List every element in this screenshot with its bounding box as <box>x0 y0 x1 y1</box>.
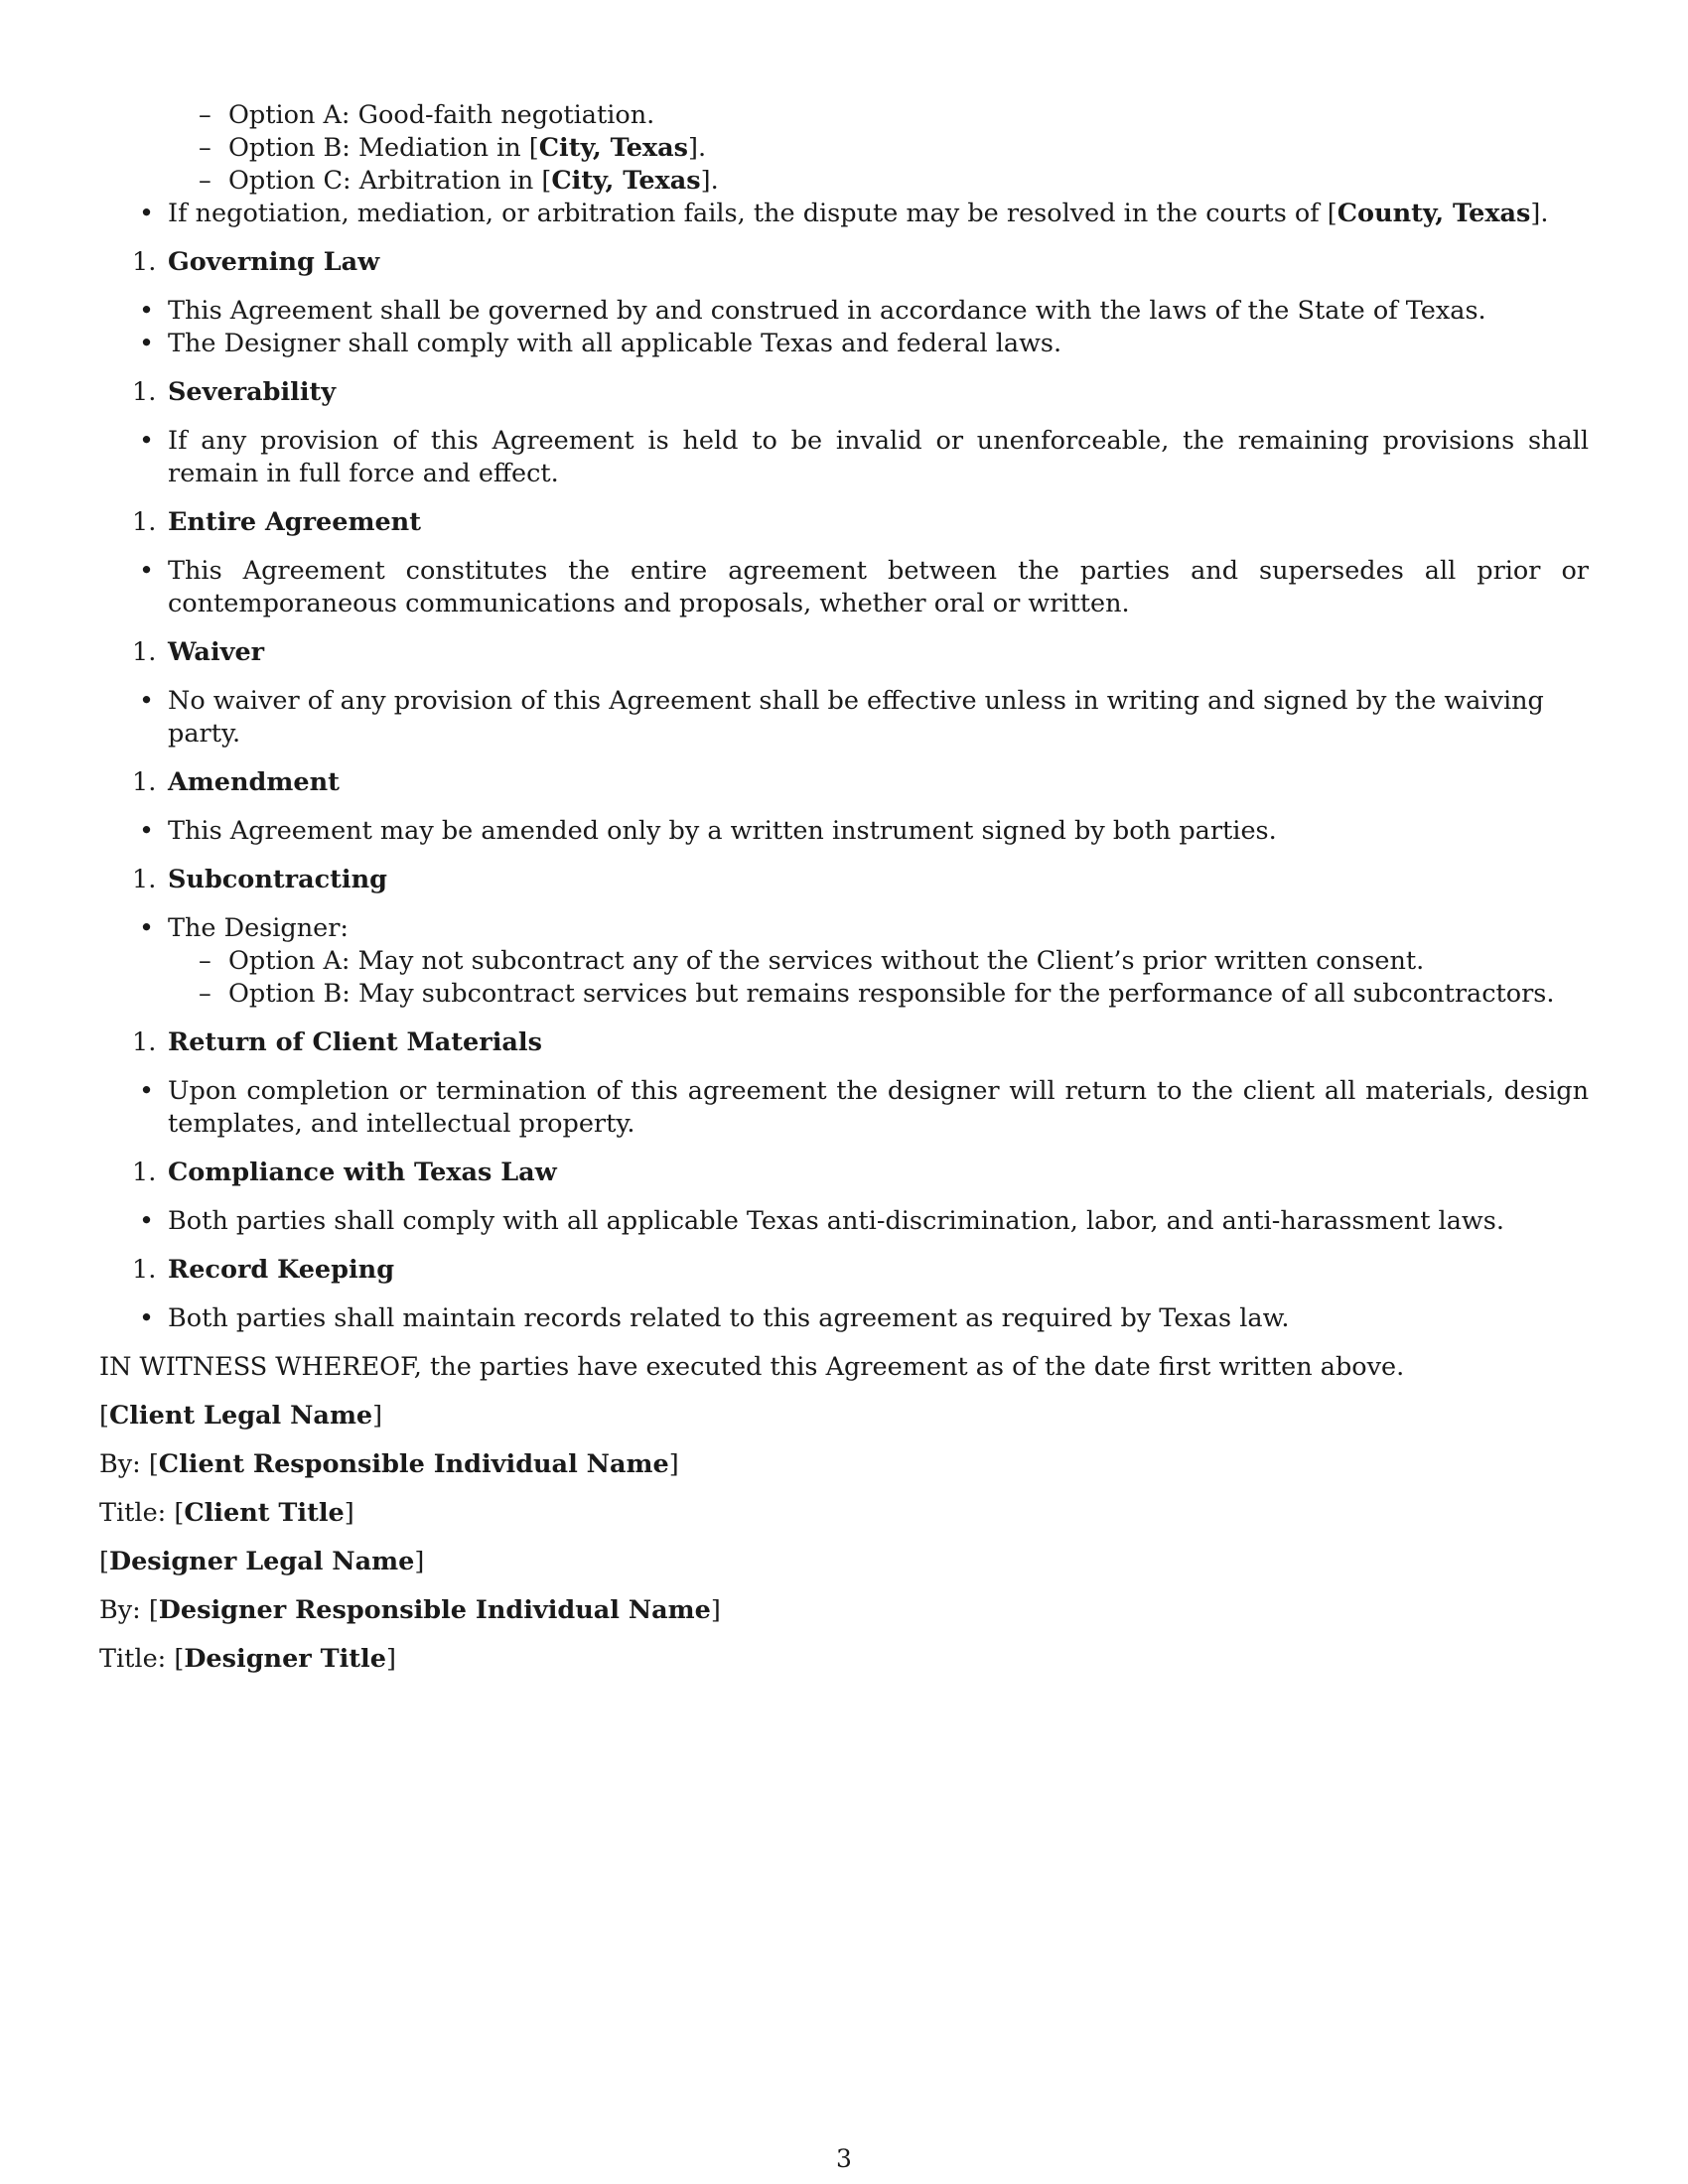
subcontracting-option-b: – Option B: May subcontract services but remains responsible for the performance of all subcontractors. <box>199 979 1555 1009</box>
return-materials-bullet: • Upon completion or termination of this agreement the designer will return to the client all materials, design templates, and intellectual property. <box>139 1076 1589 1139</box>
dash-marker: – <box>199 100 211 130</box>
dispute-option-c: – Option C: Arbitration in [City, Texas]. <box>199 166 719 196</box>
section-heading-waiver: 1. Waiver <box>132 637 265 667</box>
designer-by-line: By: [Designer Responsible Individual Name] <box>99 1595 721 1625</box>
bullet-marker: • <box>139 329 155 358</box>
client-by-line: By: [Client Responsible Individual Name] <box>99 1449 679 1479</box>
compliance-bullet: • Both parties shall comply with all applicable Texas anti-discrimination, labor, and anti-harassment laws. <box>139 1206 1504 1236</box>
designer-title-line: Title: [Designer Title] <box>99 1644 396 1674</box>
severability-bullet: • If any provision of this Agreement is held to be invalid or unenforceable, the remaining provisions shall remain in full force and effect. <box>139 426 1589 488</box>
section-heading-amendment: 1. Amendment <box>132 767 340 797</box>
dash-marker: – <box>199 133 211 163</box>
section-heading-compliance: 1. Compliance with Texas Law <box>132 1158 557 1187</box>
witness-clause: IN WITNESS WHEREOF, the parties have executed this Agreement as of the date first written above. <box>99 1352 1405 1382</box>
dispute-option-a: – Option A: Good-faith negotiation. <box>199 100 655 130</box>
subcontracting-option-a: – Option A: May not subcontract any of the services without the Client’s prior written consent. <box>199 946 1425 976</box>
section-heading-return-materials: 1. Return of Client Materials <box>132 1027 542 1057</box>
client-title-line: Title: [Client Title] <box>99 1498 354 1528</box>
entire-agreement-bullet: • This Agreement constitutes the entire agreement between the parties and supersedes all prior or contemporaneous communications and proposals, whether oral or written. <box>139 556 1589 618</box>
dash-marker: – <box>199 946 211 976</box>
bullet-marker: • <box>139 1303 155 1333</box>
bullet-marker: • <box>139 1076 155 1106</box>
amendment-bullet: • This Agreement may be amended only by a written instrument signed by both parties. <box>139 816 1277 846</box>
bullet-marker: • <box>139 816 155 846</box>
governing-law-bullet-2: • The Designer shall comply with all applicable Texas and federal laws. <box>139 329 1062 358</box>
section-heading-subcontracting: 1. Subcontracting <box>132 865 387 894</box>
bullet-marker: • <box>139 199 155 228</box>
section-heading-severability: 1. Severability <box>132 377 337 407</box>
client-legal-name: [Client Legal Name] <box>99 1401 383 1431</box>
governing-law-bullet-1: • This Agreement shall be governed by and construed in accordance with the laws of the State of Texas. <box>139 296 1486 326</box>
record-keeping-bullet: • Both parties shall maintain records related to this agreement as required by Texas law. <box>139 1303 1290 1333</box>
section-heading-record-keeping: 1. Record Keeping <box>132 1255 395 1285</box>
subcontracting-bullet: • The Designer: <box>139 913 350 943</box>
bullet-marker: • <box>139 556 155 586</box>
section-heading-entire-agreement: 1. Entire Agreement <box>132 507 421 537</box>
bullet-marker: • <box>139 913 155 943</box>
bullet-marker: • <box>139 1206 155 1236</box>
dispute-option-b: – Option B: Mediation in [City, Texas]. <box>199 133 707 163</box>
dispute-courts-bullet: • If negotiation, mediation, or arbitration fails, the dispute may be resolved in the courts of [County, Texas]. <box>139 199 1549 228</box>
section-heading-governing-law: 1. Governing Law <box>132 247 380 277</box>
dash-marker: – <box>199 979 211 1009</box>
bullet-marker: • <box>139 296 155 326</box>
waiver-bullet: • No waiver of any provision of this Agreement shall be effective unless in writing and signed by the waiving party. <box>139 686 1544 749</box>
designer-legal-name: [Designer Legal Name] <box>99 1547 425 1576</box>
document-page <box>99 99 1589 1676</box>
dash-marker: – <box>199 166 211 196</box>
bullet-marker: • <box>139 686 155 716</box>
bullet-marker: • <box>139 426 155 456</box>
page-number: 3 <box>836 2144 852 2173</box>
